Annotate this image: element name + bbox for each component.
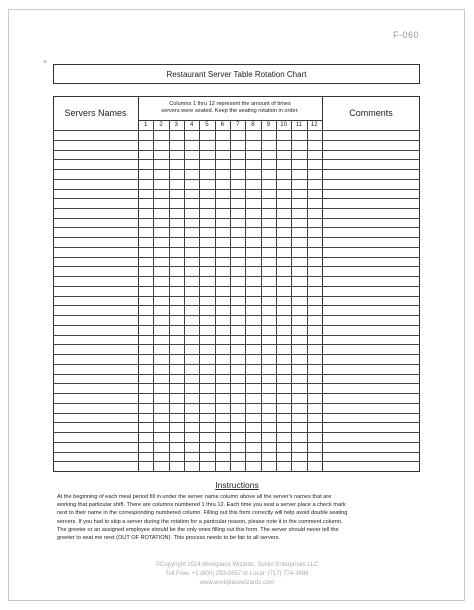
table-row-line [53, 305, 420, 306]
table-row-line [53, 374, 420, 375]
column-number-6: 6 [220, 122, 224, 128]
table-row-line [53, 150, 420, 151]
table-row-line [53, 344, 420, 345]
table-row-line [53, 422, 420, 423]
table-row-line [53, 179, 420, 180]
title-box [53, 64, 420, 84]
table-row-line [53, 257, 420, 258]
column-number-10: 10 [280, 122, 287, 128]
instructions-line: At the beginning of each meal period fill in under the server name column above all the server's names that are [57, 494, 332, 500]
instructions-line: greeter to seat me next (OUT OF ROTATION). This process needs to be fair to all servers. [57, 535, 281, 542]
column-divider [276, 120, 277, 472]
columns-note-line2: servers were seated. Keep the seating rotation in order. [161, 108, 299, 114]
column-number-3: 3 [174, 122, 178, 128]
column-divider [153, 120, 154, 472]
servers-names-header: Servers Names [64, 108, 127, 118]
column-number-9: 9 [266, 122, 270, 128]
columns-note-header [138, 96, 322, 120]
table-row-line [53, 218, 420, 219]
table-row-line [53, 266, 420, 267]
column-divider [307, 120, 308, 472]
column-number-11: 11 [295, 122, 303, 128]
column-number-2: 2 [159, 122, 163, 128]
instructions-line: The greeter or an assigned employee should be the only ones filling out this form. The server should never tell the [57, 526, 339, 533]
footer-copyright: ©Copyright 2014 Workplace Wizards, Schiin Enterprises LLC [155, 562, 319, 568]
column-number-12: 12 [310, 122, 318, 128]
rotation-grid [53, 96, 420, 472]
instructions-line: servers. If you had to skip a server during the rotation for a particular reason, please note it in the comment column. [57, 518, 343, 525]
column-number-8: 8 [251, 122, 255, 128]
table-row-line [53, 276, 420, 277]
table-row-line [53, 413, 420, 414]
table-row-line [53, 237, 420, 238]
column-divider [169, 120, 170, 472]
instructions-line: working that particular shift. There are columns numbered 1 thru 12. Each time you seat a server place a check mark [57, 502, 346, 509]
table-row-line [53, 325, 420, 326]
columns-note-line1: Columns 1 thru 12 represent the amount of times [169, 101, 291, 107]
table-row-line [53, 383, 420, 384]
column-number-7: 7 [235, 122, 240, 128]
table-row-line [53, 286, 420, 287]
column-number-5: 5 [205, 122, 209, 128]
table-row-line [53, 208, 420, 209]
table-row-line [53, 403, 420, 404]
table-row-line [53, 227, 420, 228]
column-number-1: 1 [143, 122, 148, 128]
instructions-line: next to their name in the corresponding numbered column. Filling out this form correctly will help avoid double seating [57, 510, 348, 517]
table-row-line [53, 315, 420, 316]
table-row-line [53, 159, 420, 160]
table-row-line [53, 354, 420, 355]
form-code: F-060 [393, 30, 420, 40]
table-row-line [53, 247, 420, 248]
table-row-line [53, 364, 420, 365]
comments-column [322, 97, 419, 471]
servers-names-column [54, 97, 139, 471]
column-divider [184, 120, 185, 472]
table-row-line [53, 442, 420, 443]
column-divider [199, 120, 200, 472]
table-row-line [53, 393, 420, 394]
footer-phone: Toll Free: +1 (800) 253-0657 or Local: (717) 774-3686 [165, 571, 309, 577]
table-row-line [53, 452, 420, 453]
header-divider [53, 130, 420, 131]
table-row-line [53, 335, 420, 336]
column-number-4: 4 [189, 122, 194, 128]
table-row-line [53, 140, 420, 141]
page-title: Restaurant Server Table Rotation Chart [166, 69, 307, 79]
column-divider [215, 120, 216, 472]
table-row-line [53, 461, 420, 462]
cross-mark-icon: + [43, 59, 48, 66]
instructions-title: Instructions [215, 480, 259, 490]
column-divider [245, 120, 246, 472]
instructions-body [57, 493, 412, 542]
table-row-line [53, 296, 420, 297]
table-row-line [53, 169, 420, 170]
comments-header: Comments [349, 108, 393, 118]
table-row-line [53, 432, 420, 433]
table-row-line [53, 189, 420, 190]
column-divider [291, 120, 292, 472]
footer-website: www.workplacewizards.com [199, 580, 275, 586]
column-divider [261, 120, 262, 472]
column-divider [230, 120, 231, 472]
table-row-line [53, 198, 420, 199]
